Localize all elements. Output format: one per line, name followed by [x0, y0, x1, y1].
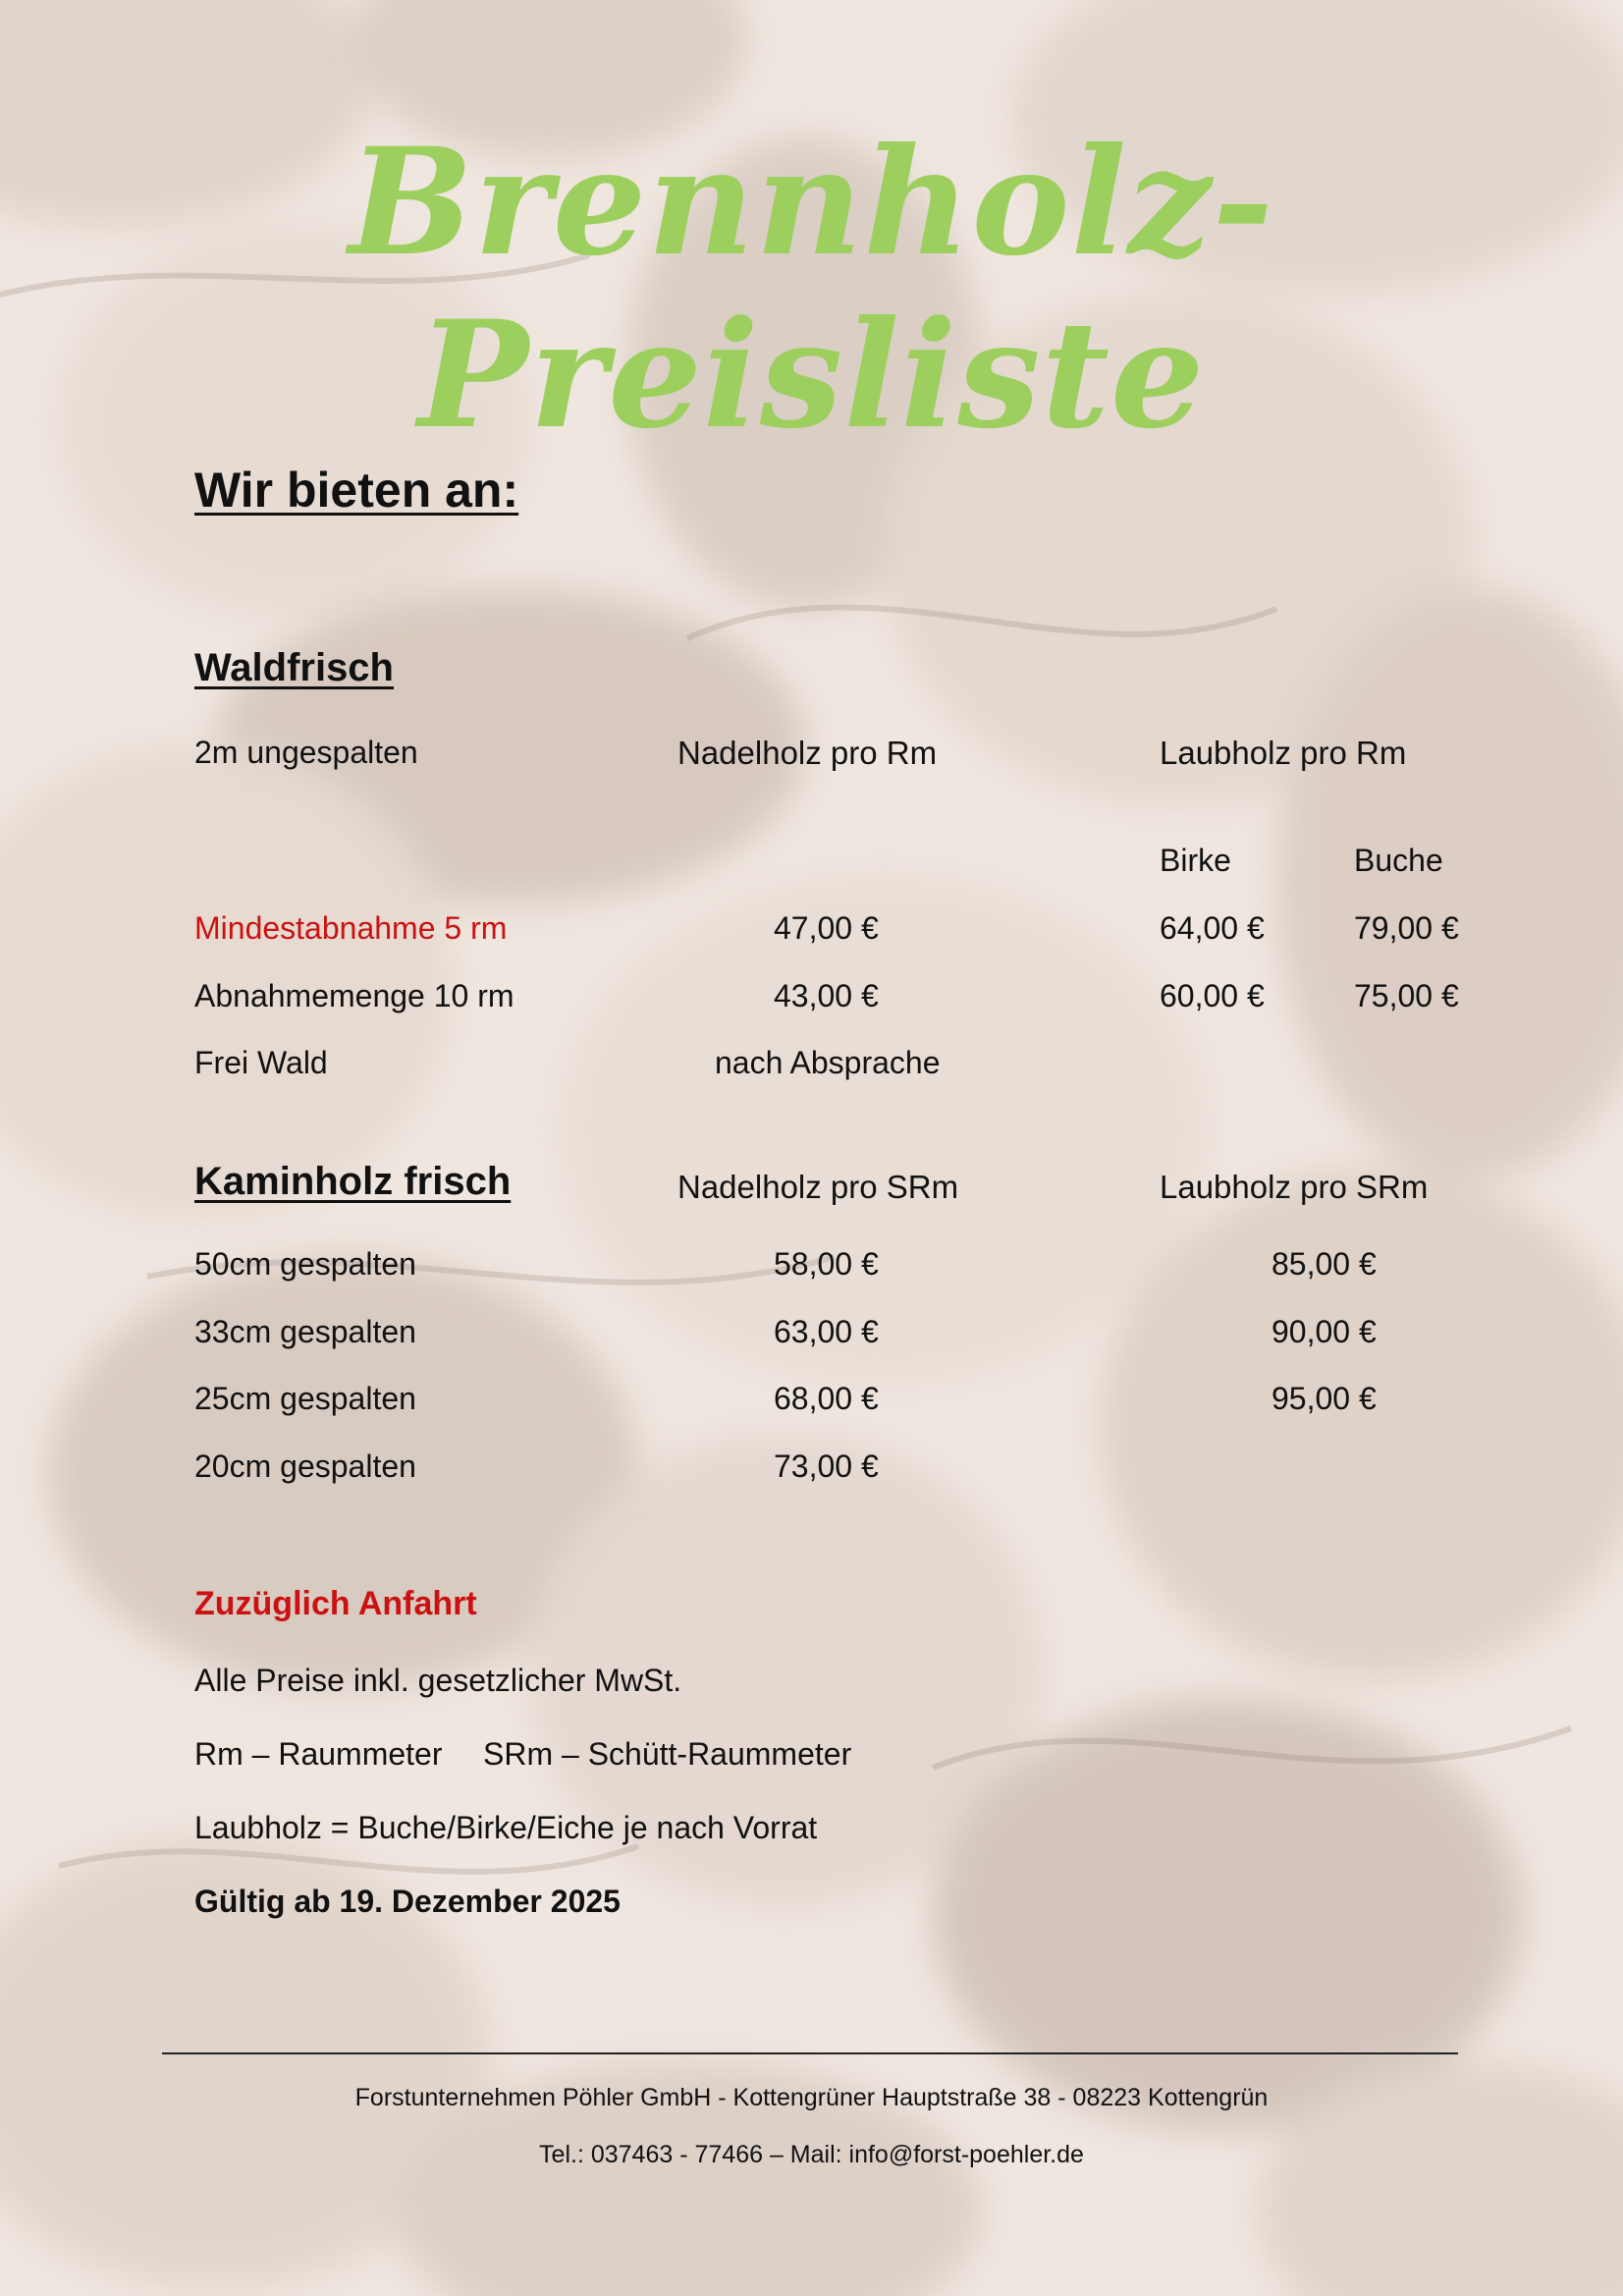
row-label: 33cm gespalten [194, 1314, 416, 1349]
price-nadelholz: 68,00 € [774, 1381, 879, 1416]
row-label: Mindestabnahme 5 rm [194, 910, 508, 946]
price-nadelholz: 73,00 € [774, 1449, 879, 1484]
waldfrisch-col-buche: Buche [1354, 843, 1443, 878]
footer-contact: Tel.: 037463 - 77466 – Mail: info@forst-poehler.de [539, 2141, 1084, 2168]
price-laubholz: 85,00 € [1271, 1246, 1377, 1282]
waldfrisch-heading: Waldfrisch [194, 646, 394, 689]
price-buche: 75,00 € [1354, 978, 1459, 1013]
row-label: 50cm gespalten [194, 1246, 416, 1282]
waldfrisch-col-birke: Birke [1160, 843, 1231, 878]
price-by-arrangement: nach Absprache [715, 1045, 941, 1080]
price-nadelholz: 47,00 € [774, 910, 879, 946]
row-label: Abnahmemenge 10 rm [194, 978, 514, 1013]
row-label: 20cm gespalten [194, 1449, 416, 1484]
footer-address: Forstunternehmen Pöhler GmbH - Kottengrüner Hauptstraße 38 - 08223 Kottengrün [354, 2084, 1269, 2111]
offer-heading: Wir bieten an: [194, 463, 519, 518]
hardwood-note: Laubholz = Buche/Birke/Eiche je nach Vorrat [194, 1810, 818, 1845]
srm-definition: SRm – Schütt-Raummeter [483, 1736, 852, 1772]
price-birke: 64,00 € [1160, 910, 1265, 946]
travel-surcharge-note: Zuzüglich Anfahrt [194, 1585, 477, 1622]
price-buche: 79,00 € [1354, 910, 1459, 946]
waldfrisch-subtitle: 2m ungespalten [194, 735, 418, 770]
vat-note: Alle Preise inkl. gesetzlicher MwSt. [194, 1663, 682, 1698]
page-title: Brennholz-Preisliste [349, 116, 1274, 462]
kaminholz-col-nadelholz: Nadelholz pro SRm [677, 1169, 959, 1205]
price-nadelholz: 58,00 € [774, 1246, 879, 1282]
valid-from-note: Gültig ab 19. Dezember 2025 [194, 1884, 621, 1919]
price-laubholz: 90,00 € [1271, 1314, 1377, 1349]
price-nadelholz: 63,00 € [774, 1314, 879, 1349]
row-label: Frei Wald [194, 1045, 328, 1080]
rm-definition: Rm – Raummeter [194, 1736, 443, 1772]
price-birke: 60,00 € [1160, 978, 1265, 1013]
waldfrisch-col-laubholz: Laubholz pro Rm [1160, 735, 1407, 771]
price-laubholz: 95,00 € [1271, 1381, 1377, 1416]
kaminholz-heading: Kaminholz frisch [194, 1160, 512, 1203]
footer-divider [162, 2052, 1458, 2054]
waldfrisch-col-nadelholz: Nadelholz pro Rm [677, 735, 938, 771]
kaminholz-col-laubholz: Laubholz pro SRm [1160, 1169, 1429, 1205]
price-nadelholz: 43,00 € [774, 978, 879, 1013]
row-label: 25cm gespalten [194, 1381, 416, 1416]
